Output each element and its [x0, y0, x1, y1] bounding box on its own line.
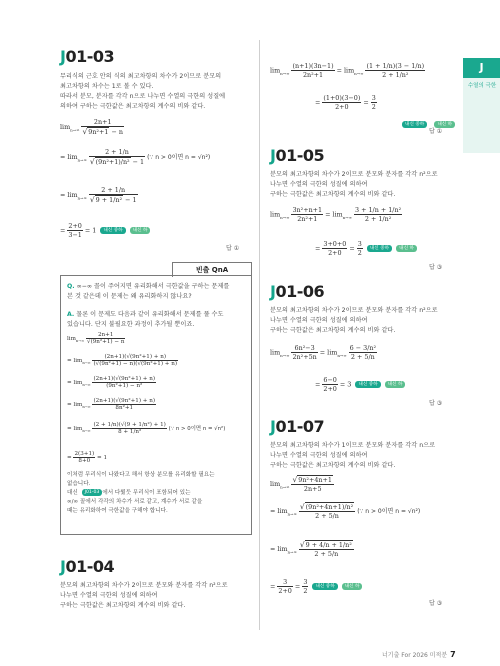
section-title-j0104: J01-04	[60, 557, 115, 576]
qna-eq5: = $\lim_{n\to\infty}$ $\frac{\text{(2 + 1/n)(√(9 + 1/n²) + 1)}}{\text{8 + 1/n²}}$ (∵ n > 0이면 n = √n²)	[67, 422, 226, 435]
j0107-eq3: = $\lim_{n\to\infty}$ $\frac{\text{√9 + 4/n + 1/n²}}{2 + 5/n}$	[270, 540, 352, 558]
j0105-eq2: = $\frac{3+0+0}{2+0}$ = $\frac{3}{2}$ 내신 중하 내신 하	[315, 240, 417, 257]
difficulty-tag: 내신 하	[342, 583, 363, 590]
j0103-eq4: = $\frac{2+0}{3-1}$ = 1 내신 중하 내신 하	[60, 222, 150, 239]
j0104-eq2: = $\frac{(1+0)(3-0)}{2+0}$ = $\frac{3}{2}$	[315, 94, 376, 111]
j0107-eq4: = $\frac{3}{2+0}$ = $\frac{3}{2}$ 내신 중하 내신 하	[270, 578, 362, 595]
chapter-side-tab	[463, 58, 500, 153]
qna-eq2: = $\lim_{n\to\infty}$ $\frac{\text{(2n+1)(√(9n²+1) + n)}}{\text{(√(9n²+1) − n)(√(9n²+1) + n)}}$	[67, 354, 178, 367]
difficulty-tag: 내신 중하	[402, 121, 427, 128]
reference-tag: J01-03	[82, 489, 103, 496]
qna-eq3: = $\lim_{n\to\infty}$ $\frac{\text{(2n+1)(√(9n²+1) + n)}}{\text{(9n²+1) − n²}}$	[67, 376, 156, 389]
section-title-j0103: J01-03	[60, 47, 115, 66]
j0104-text: 분모의 최고차항의 차수가 2이므로 분모와 분자를 각각 n²으로 나누면 수열의 극한의 성질에 의하여 구하는 극한값은 최고차항의 계수의 비와 같다.	[60, 582, 228, 609]
j0106-eq1: $\lim_{n\to\infty}$ $\frac{\text{6n²−3}}{\text{2n²+5n}}$ = $\lim_{n\to\infty}$ $\frac{\text{6 − 3/n²}}{2 + 5/n}$	[270, 344, 377, 361]
difficulty-tag: 내신 하	[434, 121, 455, 128]
qna-eq4: = $\lim_{n\to\infty}$ $\frac{\text{(2n+1)(√(9n²+1) + n)}}{\text{8n²+1}}$	[67, 398, 156, 411]
qna-tab: 빈출 QnA	[172, 262, 252, 277]
section-title-j0105: J01-05	[270, 146, 325, 165]
page-footer	[382, 650, 456, 659]
j0103-answer: 답 ①	[226, 245, 240, 252]
j0107-text: 분모의 최고차항의 차수가 1이므로 분모와 분자를 각각 n으로 나누면 수열의 극한의 성질에 의하여 구하는 극한값은 최고차항의 계수의 비와 같다.	[270, 442, 436, 469]
j0103-text: 무리식의 근호 안의 식의 최고차항의 차수가 2이므로 분모의 최고차항의 차수는 1로 볼 수 있다. 따라서 분모, 분자를 각각 n으로 나누면 수열의 극한의 성질에 의하여 구하는 극한값은 최고차항의 계수의 비와 같다.	[60, 73, 226, 110]
section-title-j0106: J01-06	[270, 282, 325, 301]
qna-answer: A. 물론 이 문제도 다음과 같이 유리화해서 문제를 풀 수도 있습니다. 단지 불필요한 과정이 추가될 뿐이죠.	[67, 311, 224, 328]
j0104-eq1: $\lim_{n\to\infty}$ $\frac{(n+1)(3n-1)}{\text{2n²+1}}$ = $\lim_{n\to\infty}$ $\frac{(1 + 1/n)(3 - 1/n)}{\text{2 + 1/n²}}$	[270, 62, 425, 79]
j0107-answer: 답 ③	[429, 600, 443, 607]
difficulty-tag: 내신 중하	[100, 227, 125, 234]
chapter-label: 수열의 극한	[467, 83, 497, 89]
page-number: 7	[450, 650, 456, 659]
chapter-letter: J	[463, 58, 500, 78]
j0105-answer: 답 ③	[429, 264, 443, 271]
j0105-text: 분모의 최고차항의 차수가 2이므로 분모와 분자를 각각 n²으로 나누면 수열의 극한의 성질에 의하여 구하는 극한값은 최고차항의 계수의 비와 같다.	[270, 171, 438, 198]
column-divider	[259, 40, 260, 630]
difficulty-tag: 내신 중하	[355, 381, 380, 388]
difficulty-tag: 내신 하	[385, 381, 406, 388]
qna-note: 이처럼 무리식이 나왔다고 해서 항상 분모를 유리화할 필요는 없습니다. 대신 J01-03 에서 다뤘듯 무리식이 포함되어 있는 ∞/∞ 꼴에서 각각의 차수가 서로 같고, 계수가 서로 같을 때는 유리화하여 극한값을 구해야 합니다.	[67, 472, 215, 514]
j0105-eq1: $\lim_{n\to\infty}$ $\frac{\text{3n²+n+1}}{\text{2n²+1}}$ = $\lim_{n\to\infty}$ $\frac{\text{3 + 1/n + 1/n²}}{\text{2 + 1/n²}}$	[270, 206, 402, 223]
difficulty-tag: 내신 중하	[312, 583, 337, 590]
qna-eq6: = $\frac{2(3+1)}{8+0}$ = 1	[67, 451, 108, 464]
j0106-answer: 답 ③	[429, 400, 443, 407]
j0103-eq1: $\lim_{n\to\infty}$ $\frac{2n+1}{\text{√9n²+1 − n}}$	[60, 118, 123, 136]
section-title-j0107: J01-07	[270, 417, 325, 436]
qna-eq1: $\lim_{n\to\infty}$ $\frac{2n+1}{\text{√(9n²+1) − n}}$	[67, 332, 125, 345]
j0107-eq1: $\lim_{n\to\infty}$ $\frac{\text{√9n²+4n+1}}{2n+5}$	[270, 475, 332, 493]
j0103-eq3: = $\lim_{n\to\infty}$ $\frac{2 + 1/n}{\text{√9 + 1/n² − 1}}$	[60, 186, 137, 204]
difficulty-tag: 내신 하	[130, 227, 151, 234]
qna-box	[60, 275, 252, 535]
difficulty-tag: 내신 하	[396, 245, 417, 252]
j0103-eq2: = $\lim_{n\to\infty}$ $\frac{2 + 1/n}{\text{√(9n²+1)/n² − 1}}$ (∵ n > 0이면 n = √n²)	[60, 148, 211, 166]
difficulty-tag: 내신 중하	[367, 245, 392, 252]
j0104-tags	[400, 114, 455, 133]
book-title: 너기출 For 2026 미적분	[382, 652, 448, 659]
j0104-answer: 답 ①	[429, 128, 443, 135]
j0106-eq2: = $\frac{6-0}{2+0}$ = 3 내신 중하 내신 하	[315, 376, 405, 393]
qna-question: Q. ∞−∞ 꼴이 주어지면 유리화해서 극한값을 구하는 문제를 본 것 같은데 이 문제는 왜 유리화하지 않나요?	[67, 283, 230, 300]
j0107-eq2: = $\lim_{n\to\infty}$ $\frac{\text{√(9n²+4n+1)/n²}}{2 + 5/n}$ (∵ n > 0이면 n = √n²)	[270, 502, 421, 520]
j0106-text: 분모의 최고차항의 차수가 2이므로 분모와 분자를 각각 n²으로 나누면 수열의 극한의 성질에 의하여 구하는 극한값은 최고차항의 계수의 비와 같다.	[270, 307, 438, 334]
